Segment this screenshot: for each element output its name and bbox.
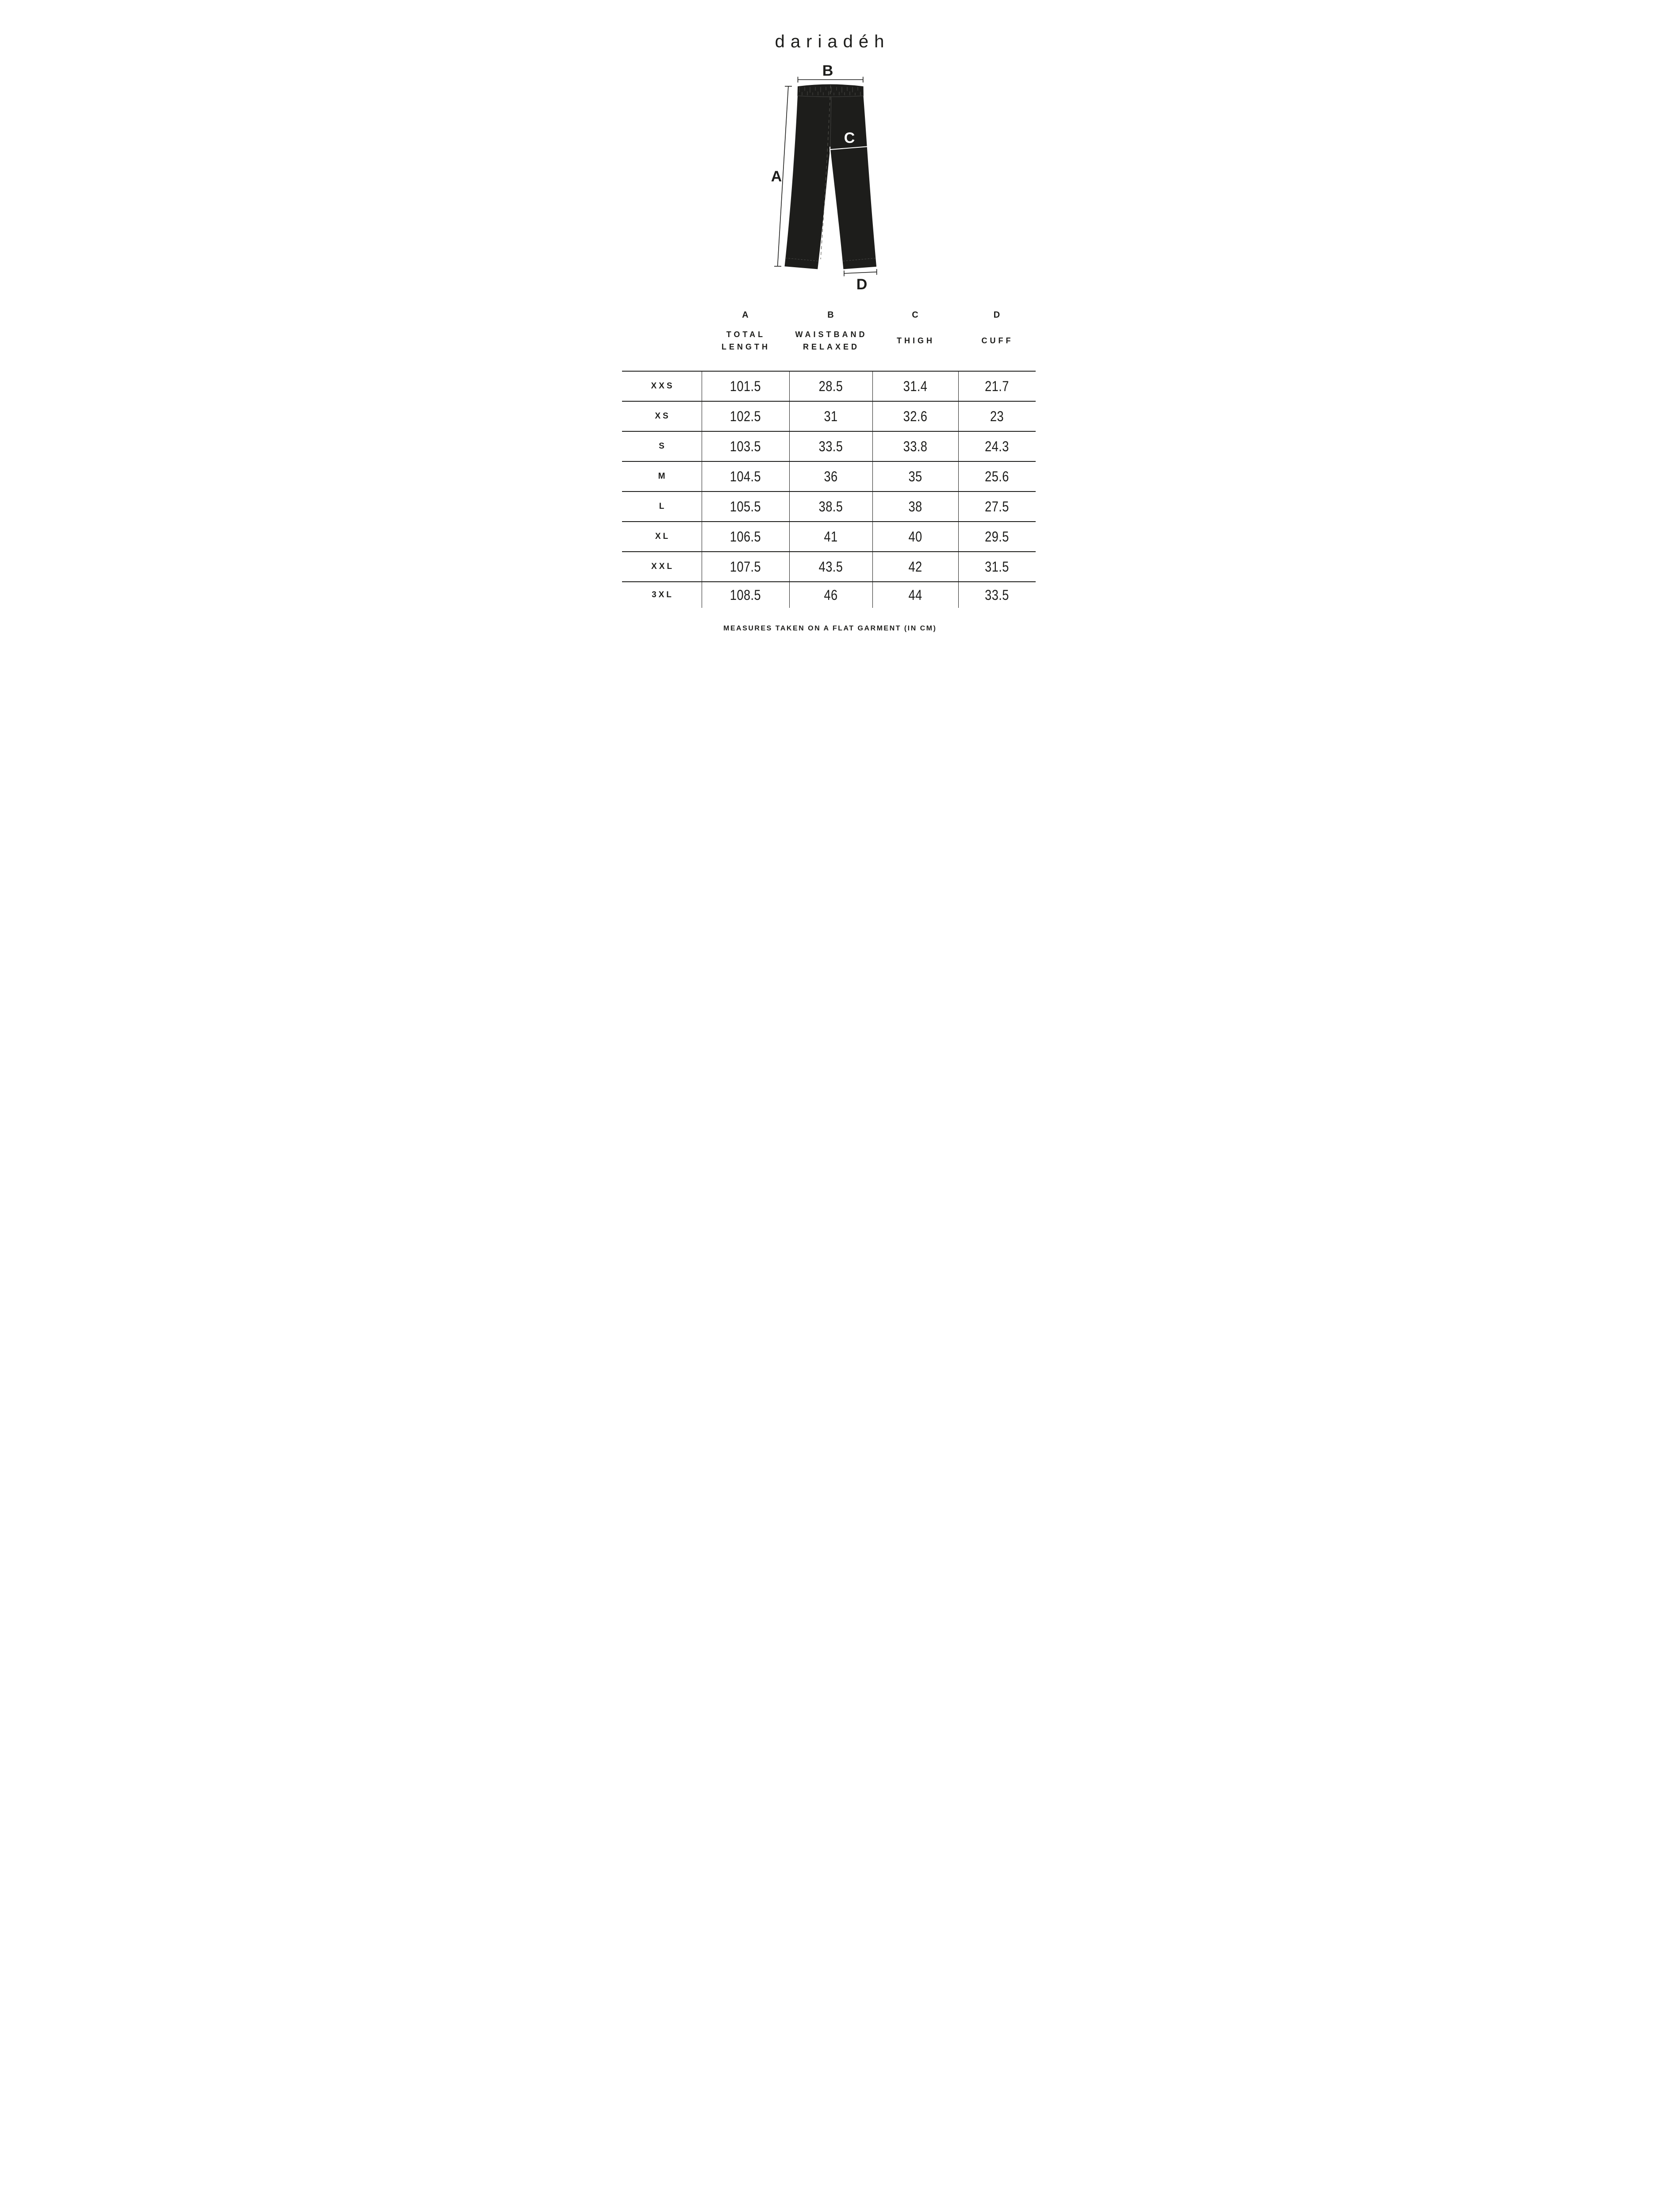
cuff-value: 31.5 <box>984 558 1009 575</box>
total-length-value: 106.5 <box>730 528 761 545</box>
column-name <box>702 328 789 353</box>
waistband-relaxed-value: 41 <box>823 528 838 545</box>
diagram-label-a: A <box>771 168 782 185</box>
column-letter: C <box>912 310 919 320</box>
thigh-value: 31.4 <box>903 378 927 394</box>
size-label: 3XL <box>652 590 674 599</box>
cuff-value: 29.5 <box>984 528 1009 545</box>
thigh-value: 32.6 <box>903 408 927 424</box>
waistband-relaxed-value: 38.5 <box>818 498 843 515</box>
column-header-thigh <box>872 310 958 354</box>
cuff-value: 33.5 <box>984 587 1009 603</box>
column-header-waistband-relaxed <box>789 310 872 354</box>
waistband-relaxed-value: 33.5 <box>818 438 843 454</box>
table-row-3xl <box>622 582 1036 608</box>
column-name-line: RELAXED <box>803 342 860 351</box>
size-label: XL <box>655 532 671 541</box>
table-row-xl <box>622 522 1036 551</box>
thigh-value: 33.8 <box>903 438 927 454</box>
waistband-relaxed-value: 36 <box>823 468 838 484</box>
thigh-value: 40 <box>908 528 922 545</box>
diagram-label-c: C <box>844 130 855 146</box>
waistband-relaxed-value: 31 <box>823 408 838 424</box>
waistband-relaxed-value: 46 <box>823 587 838 603</box>
total-length-value: 104.5 <box>730 468 761 484</box>
column-name <box>872 328 958 353</box>
column-letter: D <box>993 310 1001 320</box>
cuff-value: 27.5 <box>984 498 1009 515</box>
size-table <box>622 371 1036 608</box>
table-row-xxl <box>622 552 1036 581</box>
measure-note: MEASURES TAKEN ON A FLAT GARMENT (IN CM) <box>723 625 937 632</box>
size-label: M <box>658 472 668 481</box>
column-name-line: CUFF <box>981 336 1014 345</box>
table-row-m <box>622 462 1036 491</box>
total-length-value: 101.5 <box>730 378 761 394</box>
thigh-value: 38 <box>908 498 922 515</box>
size-label: L <box>659 502 667 511</box>
column-name-line: TOTAL <box>726 330 766 339</box>
column-header-total-length <box>702 310 789 354</box>
total-length-value: 108.5 <box>730 587 761 603</box>
table-row-xs <box>622 402 1036 431</box>
total-length-value: 102.5 <box>730 408 761 424</box>
total-length-value: 103.5 <box>730 438 761 454</box>
column-letter: A <box>742 310 749 320</box>
diagram-label-d: D <box>856 276 867 292</box>
column-name-line: THIGH <box>897 336 935 345</box>
size-label: XXL <box>651 562 674 571</box>
size-label: S <box>659 442 667 451</box>
cuff-value: 24.3 <box>984 438 1009 454</box>
cuff-value: 25.6 <box>984 468 1009 484</box>
column-name-line: WAISTBAND <box>795 330 868 339</box>
pants-illustration <box>758 58 891 292</box>
size-chart-page <box>581 0 1079 664</box>
dimension-line-d <box>844 269 876 276</box>
pants-diagram <box>758 58 891 292</box>
total-length-value: 107.5 <box>730 558 761 575</box>
column-name <box>958 328 1036 353</box>
table-row-xxs <box>622 372 1036 401</box>
column-name <box>789 328 872 353</box>
column-header-cuff <box>958 310 1036 354</box>
thigh-value: 35 <box>908 468 922 484</box>
column-name-line: LENGTH <box>722 342 770 351</box>
total-length-value: 105.5 <box>730 498 761 515</box>
cuff-value: 23 <box>990 408 1004 424</box>
table-row-l <box>622 492 1036 521</box>
size-label: XXS <box>651 381 675 391</box>
waistband-relaxed-value: 43.5 <box>818 558 843 575</box>
brand-logo-text: dariadéh <box>775 32 890 51</box>
column-letter: B <box>827 310 835 320</box>
diagram-label-b: B <box>822 62 833 79</box>
table-row-s <box>622 432 1036 461</box>
thigh-value: 44 <box>908 587 922 603</box>
brand-logo <box>581 32 1079 51</box>
size-label: XS <box>655 411 671 421</box>
waistband-relaxed-value: 28.5 <box>818 378 843 394</box>
cuff-value: 21.7 <box>984 378 1009 394</box>
table-header <box>622 310 1036 358</box>
thigh-value: 42 <box>908 558 922 575</box>
